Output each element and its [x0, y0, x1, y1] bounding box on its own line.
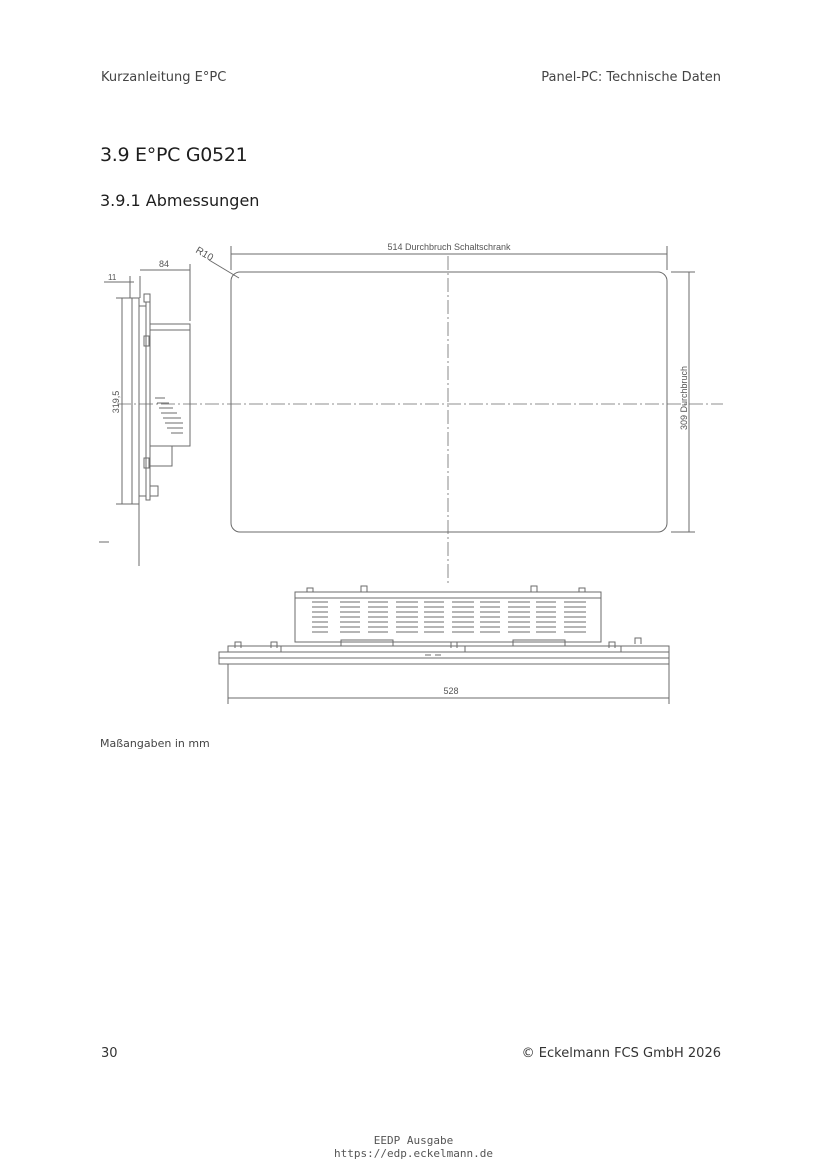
header-right: Panel-PC: Technische Daten: [541, 70, 721, 85]
copyright: © Eckelmann FCS GmbH 2026: [521, 1046, 721, 1061]
units-note: Maßangaben in mm: [100, 737, 210, 750]
section-title: 3.9 E°PC G0521: [100, 144, 248, 166]
front-view: [209, 246, 695, 586]
dim-side-height: 319,5: [111, 390, 121, 414]
dim-cutout-height: 309 Durchbruch: [679, 365, 689, 431]
dim-depth: 84: [159, 259, 170, 269]
side-view: [99, 264, 190, 566]
dim-total-width: 528: [443, 686, 459, 696]
header-left: Kurzanleitung E°PC: [101, 70, 227, 85]
dim-radius: R10: [193, 245, 215, 264]
dim-front-thickness: 11: [108, 273, 117, 282]
dim-cutout-width: 514 Durchbruch Schaltschrank: [387, 242, 511, 252]
page-number: 30: [101, 1046, 118, 1061]
watermark-line-1: EEDP Ausgabe: [373, 1134, 454, 1147]
watermark-line-2: https://edp.eckelmann.de: [334, 1147, 493, 1160]
section-subtitle: 3.9.1 Abmessungen: [100, 191, 260, 210]
technical-drawing: [95, 236, 735, 711]
